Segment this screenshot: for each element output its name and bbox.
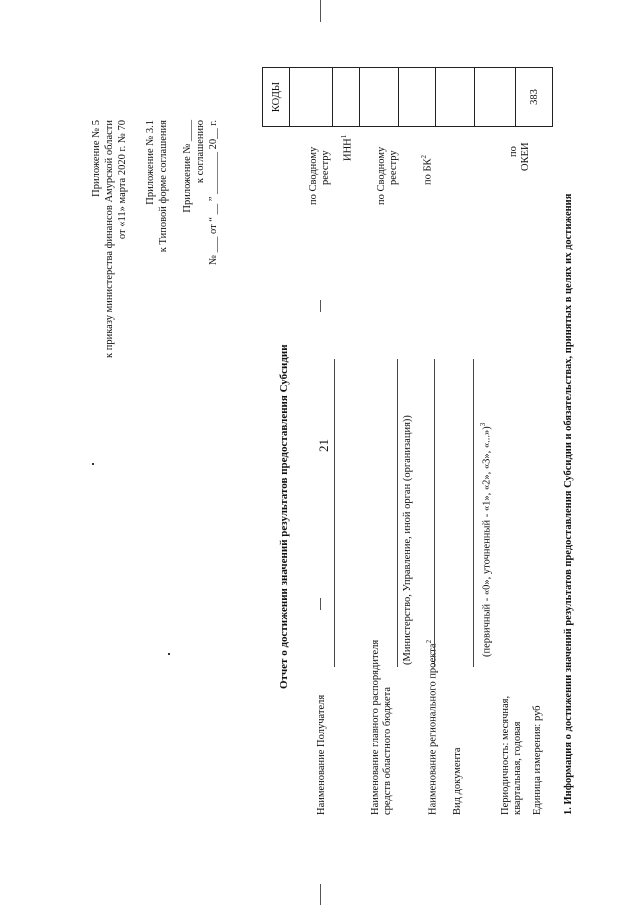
- codes-row: [290, 68, 333, 127]
- regional-project-label: [425, 640, 440, 815]
- to-agreement: к соглашению: [195, 120, 206, 184]
- scan-speck: [168, 653, 170, 655]
- codes-table: [262, 67, 553, 127]
- bk-text: по БК: [422, 158, 434, 185]
- svodny-2b: реестру: [388, 150, 399, 185]
- codes-row: [475, 68, 516, 127]
- date-line: от «11» марта 2020 г. № 70: [117, 120, 128, 240]
- okei-label-2: ОКЕИ: [520, 142, 531, 171]
- from-line: № ___ от “ __ ” ________ 20__ г.: [208, 120, 219, 266]
- codes-cell-doc-type: [436, 68, 475, 127]
- periodicity-1: Периодичность: месячная,: [500, 695, 511, 815]
- regional-project-underline: [434, 359, 435, 667]
- inn-sup: 1: [340, 134, 348, 139]
- regional-project-text: Наименование регионального проекта: [427, 643, 439, 815]
- codes-row: [516, 68, 553, 127]
- manager-label-2: средств областного бюджета: [382, 686, 393, 815]
- appendix-no: Приложение № ____: [182, 120, 193, 213]
- appendix-5: Приложение № 5: [91, 120, 102, 197]
- codes-row: [436, 68, 475, 127]
- appendix-3-1: Приложение № 3.1: [145, 120, 156, 205]
- manager-underline: [397, 359, 398, 667]
- codes-header-row: [263, 68, 290, 127]
- recipient-underline: [334, 359, 335, 667]
- ministry-hint: (Министерство, Управление, иной орган (организация)): [402, 415, 413, 665]
- codes-cell-inn: [333, 68, 360, 127]
- periodicity-2: квартальная, годовая: [512, 721, 523, 815]
- codes-header: КОДЫ: [263, 68, 290, 127]
- doc-type-label: Вид документа: [452, 747, 463, 815]
- unit-label: Единица измерения: руб: [532, 705, 543, 815]
- doc-type-hint-text: (первичный - «0», уточненный - «1», «2», «3», «...»): [481, 426, 493, 657]
- codes-cell-periodicity: [475, 68, 516, 127]
- scan-speck: [92, 463, 94, 465]
- codes-cell-svodny-2: [360, 68, 399, 127]
- codes-row: [399, 68, 436, 127]
- inn-label: [340, 135, 355, 161]
- doc-type-underline: [473, 359, 474, 667]
- doc-type-hint: [479, 423, 494, 657]
- doc-type-sup: 3: [479, 422, 487, 427]
- svodny-1a: по Сводному: [308, 146, 319, 205]
- manager-label-1: Наименование главного распорядителя: [370, 639, 381, 815]
- codes-row: [333, 68, 360, 127]
- svodny-1b: реестру: [320, 150, 331, 185]
- codes-cell-okei: 383: [516, 68, 553, 127]
- recipient-label: Наименование Получателя: [316, 694, 327, 815]
- codes-row: [360, 68, 399, 127]
- report-title: Отчет о достижении значений результатов предоставления Субсидии: [278, 344, 290, 689]
- inn-text: ИНН: [342, 138, 354, 161]
- typical-form: к Типовой форме соглашения: [158, 120, 169, 253]
- section-1-heading: 1. Информация о достижении значений результатов предоставления Субсидии и обязательствах, принятых в целях их достижения: [563, 193, 574, 815]
- bk-label: [420, 155, 435, 185]
- regional-project-sup: 2: [425, 639, 433, 644]
- order-line: к приказу министерства финансов Амурской области: [104, 120, 115, 358]
- codes-cell-svodny-1: [290, 68, 333, 127]
- bk-sup: 2: [420, 154, 428, 159]
- okei-label-1: по: [508, 146, 519, 157]
- svodny-2a: по Сводному: [376, 146, 387, 205]
- codes-cell-bk: [399, 68, 436, 127]
- page-number: 21: [316, 439, 331, 452]
